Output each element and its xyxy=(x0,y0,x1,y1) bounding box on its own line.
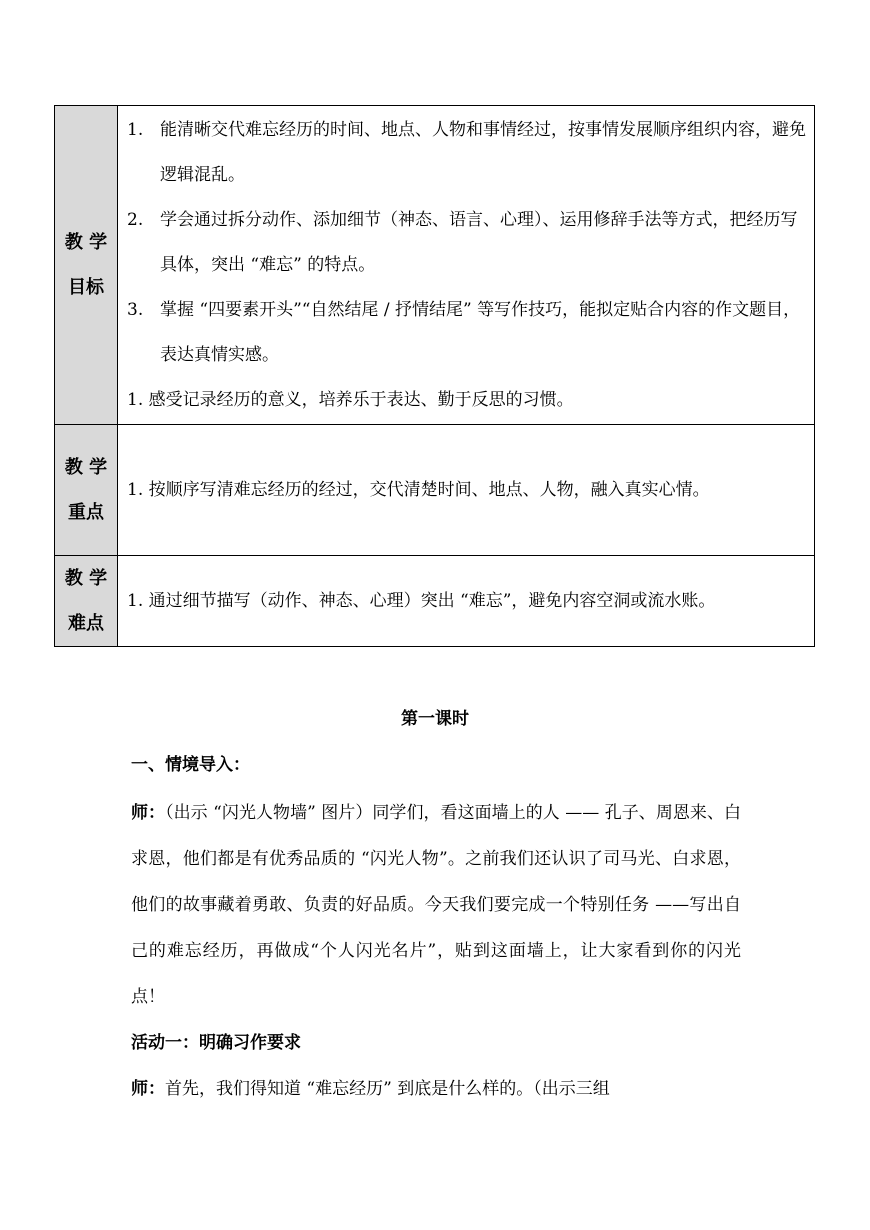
row-label xyxy=(55,556,118,647)
paragraph xyxy=(131,790,741,1112)
activity-title: 活动一：明确习作要求 xyxy=(131,1033,301,1053)
list-item: 2. 学会通过拆分动作、添加细节（神态、语言、心理）、运用修辞手法等方式，把经历写具体，突出 “难忘” 的特点。 xyxy=(127,209,798,275)
label-line: 教 学 xyxy=(64,232,108,253)
list-item: 1. 能清晰交代难忘经历的时间、地点、人物和事情经过，按事情发展顺序组织内容，避免逻辑混乱。 xyxy=(127,119,806,185)
label-line: 难点 xyxy=(68,613,104,634)
row-content xyxy=(118,106,815,425)
table-row xyxy=(55,106,815,425)
paragraph-1: 师：（出示 “闪光人物墙” 图片）同学们，看这面墙上的人 —— 孔子、周恩来、白求恩，他们都是有优秀品质的 “闪光人物”。之前我们还认识了司马光、白求恩，他们的故事藏着勇敢、负责的好品质。今天我们要完成一个特别任务 ——写出自己的难忘经历，再做成“个人闪光名片”，贴到这面墙上，让大家看到你的闪光点！ xyxy=(131,803,742,1007)
speaker-label: 师： xyxy=(131,803,166,823)
row-label xyxy=(55,106,118,425)
speaker-label: 师： xyxy=(131,1079,165,1099)
table-row xyxy=(55,425,815,556)
list-item: 1. 感受记录经历的意义，培养乐于表达、勤于反思的习惯。 xyxy=(127,389,574,410)
label-line: 教 学 xyxy=(64,457,108,478)
list-item: 1. 通过细节描写（动作、神态、心理）突出 “难忘”，避免内容空洞或流水账。 xyxy=(127,590,716,611)
section-title: 一、情境导入： xyxy=(131,755,250,775)
list-item: 3. 掌握 “四要素开头”“自然结尾 / 抒情结尾” 等写作技巧，能拟定贴合内容的作文题目，表达真情实感。 xyxy=(127,299,801,365)
row-content xyxy=(118,556,815,647)
row-content xyxy=(118,425,815,556)
list-item: 1. 按顺序写清难忘经历的经过，交代清楚时间、地点、人物，融入真实心情。 xyxy=(127,479,710,500)
row-label xyxy=(55,425,118,556)
table-row xyxy=(55,556,815,647)
label-line: 目标 xyxy=(68,277,104,298)
label-line: 重点 xyxy=(68,502,104,523)
lesson-title: 第一课时 xyxy=(401,709,469,729)
label-line: 教 学 xyxy=(64,568,108,589)
teaching-goals-table xyxy=(54,105,815,647)
paragraph-2: 师：首先，我们得知道 “难忘经历” 到底是什么样的。（出示三组 xyxy=(131,1079,610,1099)
